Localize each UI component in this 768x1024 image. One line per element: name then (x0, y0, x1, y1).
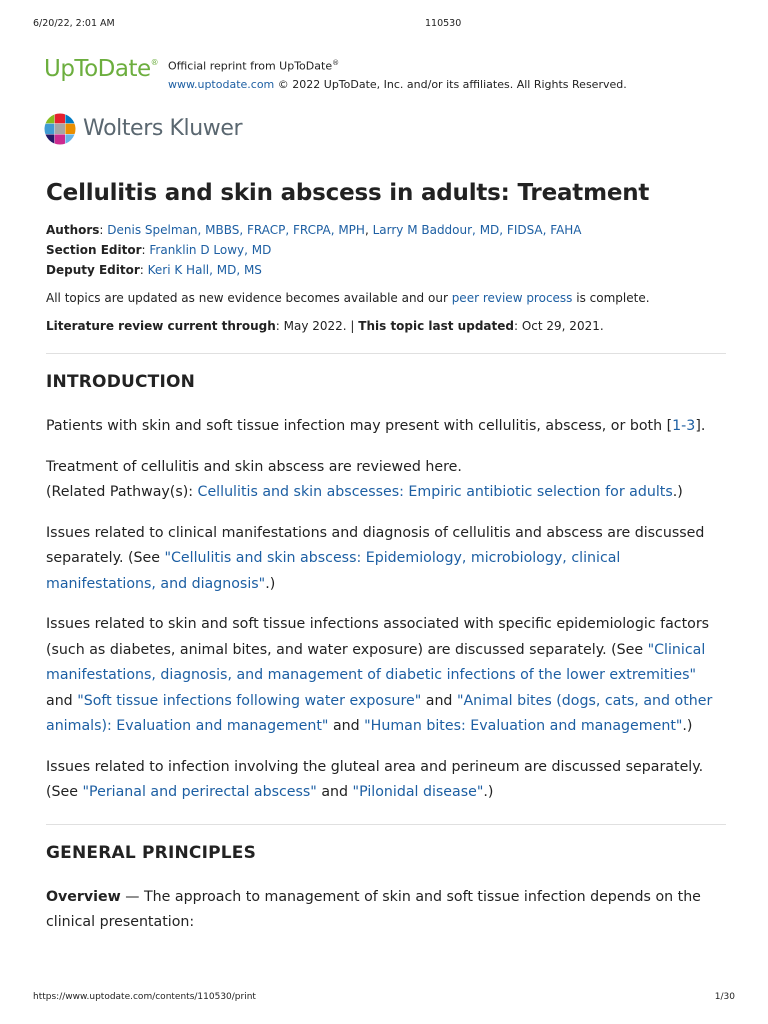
topic-link-human-bites[interactable]: "Human bites: Evaluation and management" (364, 718, 683, 734)
intro-paragraph-5: Issues related to infection involving the gluteal area and perineum are discussed separately. (See "Perianal and perirectal abscess" and "Pilonidal disease".) (46, 758, 704, 800)
uptodate-site-link[interactable]: www.uptodate.com (168, 77, 275, 91)
intro-paragraph-1: Patients with skin and soft tissue infection may present with cellulitis, abscess, or both [1-3]. (46, 418, 706, 434)
section-heading-introduction: INTRODUCTION (46, 372, 196, 392)
wk-mark-tile (44, 113, 54, 123)
topic-link-cellulitis-diagnosis[interactable]: "Cellulitis and skin abscess: Epidemiology, microbiology, clinical manifestations, and diagnosis" (46, 550, 621, 592)
intro-paragraph-4: Issues related to skin and soft tissue infections associated with specific epidemiologic factors (such as diabetes, animal bites, and water exposure) are discussed separately. (See "Clinical manifestations, diagnosis, and management of diabetic infections of the lower extremities" and "Soft tissue infections following water exposure" and "Animal bites (dogs, cats, and other animals): Evaluation and management" and "Human bites: Evaluation and management".) (46, 616, 713, 734)
wk-mark-tile (65, 124, 75, 134)
print-url: https://www.uptodate.com/contents/110530/print (33, 992, 256, 1002)
peer-review-link[interactable]: peer review process (451, 291, 573, 305)
brand-row (44, 52, 734, 96)
wk-mark-tile (55, 113, 65, 123)
divider (46, 353, 726, 354)
author-link-baddour[interactable]: Larry M Baddour, MD, FIDSA, FAHA (372, 223, 582, 237)
related-pathway-link[interactable]: Cellulitis and skin abscesses: Empiric antibiotic selection for adults (197, 484, 673, 500)
topic-link-water-exposure[interactable]: "Soft tissue infections following water exposure" (77, 692, 422, 709)
copyright-text: © 2022 UpToDate, Inc. and/or its affiliates. All Rights Reserved. (274, 77, 627, 91)
deputy-editor-label: Deputy Editor (46, 263, 140, 277)
section-heading-general-principles: GENERAL PRINCIPLES (46, 842, 257, 863)
intro-paragraph-3: Issues related to clinical manifestations and diagnosis of cellulitis and abscess are discussed separately. (See "Cellulitis and skin abscess: Epidemiology, microbiology, clinical manifestations, and diagnosis".) (46, 524, 705, 592)
article (46, 180, 726, 951)
print-footer (33, 992, 735, 1006)
topic-link-perianal-abscess[interactable]: "Perianal and perirectal abscess" (82, 784, 317, 800)
uptodate-logo[interactable]: UpToDate® (44, 56, 159, 82)
section-editor-link[interactable]: Franklin D Lowy, MD (149, 243, 272, 257)
print-date: 6/20/22, 2:01 AM (33, 18, 115, 29)
deputy-editor-line: Deputy Editor: Keri K Hall, MD, MS (46, 263, 262, 277)
wk-mark-tile (55, 124, 65, 134)
update-note: All topics are updated as new evidence becomes available and our peer review process is complete. (46, 291, 650, 305)
page-number: 1/30 (714, 992, 735, 1002)
topic-link-diabetic-infections[interactable]: "Clinical manifestations, diagnosis, and management of diabetic infections of the lower extremities" (46, 641, 706, 683)
wk-mark-tile (65, 134, 75, 144)
wolters-kluwer-name: Wolters Kluwer (83, 116, 243, 141)
reprint-notice: Official reprint from UpToDate® www.uptodate.com © 2022 UpToDate, Inc. and/or its affiliates. All Rights Reserved. (168, 59, 627, 91)
reference-link-1-3[interactable]: 1-3 (672, 418, 696, 434)
overview-label: Overview (46, 888, 121, 905)
page-title: Cellulitis and skin abscess in adults: Treatment (46, 180, 650, 206)
wolters-kluwer-mark-icon (44, 113, 76, 145)
reprint-line: Official reprint from UpToDate (168, 59, 333, 73)
lit-review-label: Literature review current through (46, 319, 276, 333)
print-doc-id: 110530 (425, 18, 462, 29)
wk-mark-tile (44, 134, 54, 144)
wolters-kluwer-logo (44, 113, 284, 147)
last-updated-label: This topic last updated (358, 319, 514, 333)
authors-label: Authors (46, 223, 100, 237)
topic-link-animal-bites[interactable]: "Animal bites (dogs, cats, and other animals): Evaluation and management" (46, 692, 713, 734)
wk-mark-tile (55, 134, 65, 144)
wk-mark-tile (65, 113, 75, 123)
review-dates: Literature review current through: May 2022. | This topic last updated: Oct 29, 2021. (46, 319, 604, 333)
topic-link-pilonidal-disease[interactable]: "Pilonidal disease" (352, 784, 484, 800)
deputy-editor-link[interactable]: Keri K Hall, MD, MS (147, 263, 262, 277)
print-header (33, 18, 735, 32)
intro-paragraph-2: Treatment of cellulitis and skin abscess are reviewed here. (Related Pathway(s): Cellulitis and skin abscesses: Empiric antibiotic selection for adults.) (46, 458, 683, 500)
authors-line: Authors: Denis Spelman, MBBS, FRACP, FRCPA, MPH, Larry M Baddour, MD, FIDSA, FAHA (46, 223, 582, 237)
overview-paragraph: Overview — The approach to management of skin and soft tissue infection depends on the clinical presentation: (46, 888, 701, 930)
author-link-spelman[interactable]: Denis Spelman, MBBS, FRACP, FRCPA, MPH (107, 223, 365, 237)
section-editor-label: Section Editor (46, 243, 142, 257)
wk-mark-tile (44, 124, 54, 134)
section-editor-line: Section Editor: Franklin D Lowy, MD (46, 243, 272, 257)
divider (46, 824, 726, 825)
